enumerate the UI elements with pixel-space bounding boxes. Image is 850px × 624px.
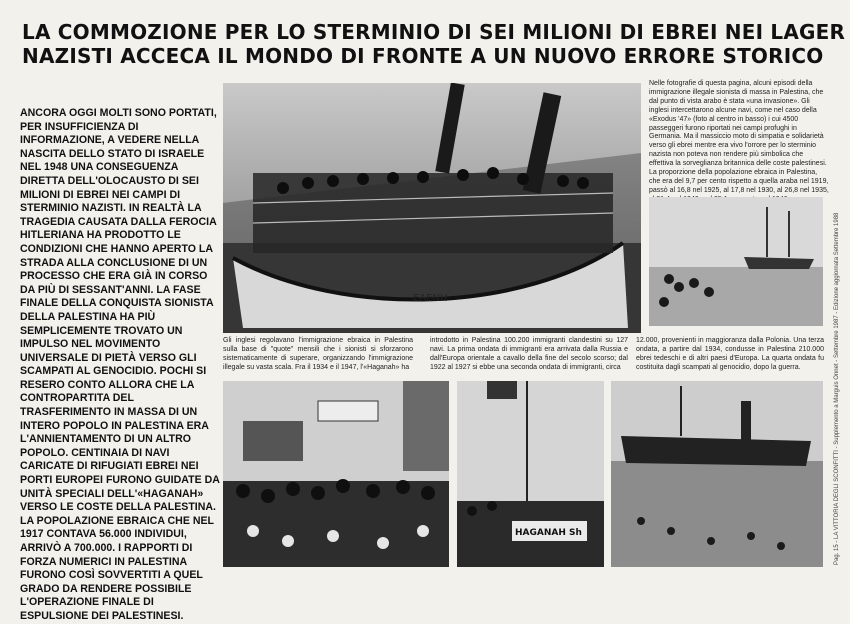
caption-mid-col2: introdotto in Palestina 100.200 immigranti clandestini su 127 navi. La prima ondata di immigranti era arrivata dalla Russia e dall'Europa orientale a cavallo della fine del secolo scorso; dal 1922 al 1927 si ebbe una seconda ondata di immigranti, circa bbox=[430, 337, 628, 371]
photo-ship-beach bbox=[649, 197, 823, 326]
ship-name-label: ΕΛΕΝΗ bbox=[413, 293, 448, 304]
photo-haganah-ship bbox=[457, 381, 604, 567]
photo-crowd-deck bbox=[223, 381, 449, 567]
photo-ship-swimmers bbox=[611, 381, 823, 567]
page-title bbox=[22, 20, 846, 68]
caption-top: Nelle fotografie di questa pagina, alcuni episodi della immigrazione illegale sionista di massa in Palestina, che dal punto di vista arabo è stata «una invasione». Gli inglesi intercettarono alcune navi, come nel caso della «Exodus '47» (foto al centro in basso) i cui 4500 passeggeri furono riportati nei campi profughi in Germania. Ma il massiccio moto di simpatia e solidarietà verso gli ebrei mentre era vivo l'orrore per lo sterminio nazista non poteva non rendere più simbolica che effettiva la sorveglianza britannica delle coste palestinesi. La proporzione della popolazione ebraica in Palestina, che era del 9,7 per cento rispetto a quella araba nel 1919, passò al 16,8 nel 1925, al 17,8 nel 1930, al 26,8 nel 1935, bbox=[649, 80, 829, 194]
title-line-2: NAZISTI ACCECA IL MONDO DI FRONTE A UN NUOVO ERRORE STORICO bbox=[22, 44, 824, 68]
title-line-1: LA COMMOZIONE PER LO STERMINIO DI SEI MILIONI DI EBREI NEI LAGER bbox=[22, 20, 846, 44]
lead-paragraph: ANCORA OGGI MOLTI SONO PORTATI, PER INSUFFICIENZA DI INFORMAZIONE, A VEDERE NELLA NASCITA DELLO STATO DI ISRAELE NEL 1948 UNA CONSEGUENZA DIRETTA DELL'OLOCAUSTO DI SEI MILIONI DI EBREI NEI CAMPI DI STERMINIO NAZISTI. IN REALTÀ LA TRAGEDIA CAUSATA DALLA FEROCIA HITLERIANA HA PRODOTTO LE CONDIZIONI CHE HANNO APERTO LA STRADA ALLA CONCLUSIONE DI UN PROCESSO CHE ERA GIÀ IN CORSO DA PIÙ DI SESSANT'ANNI. LA FASE FINALE DELLA CONQUISTA SIONISTA DELLA PALESTINA HA PIÙ SEMPLICEMENTE TROVATO UN IMPULSO NEL MOVIMENTO UNIVERSALE DI PIETÀ VERSO GLI SCAMPATI AL GENOCIDIO. POCHI SI RESERO CONTO ALLORA CHE LA CONTROPARTITA DEL TRASFERIMENTO IN MASSA DI UN INTERO POPOLO IN PALESTINA ERA L'ANNIENTAMENTO DI UN ALTRO POPOLO. CENTINAIA DI NAVI CARICATE DI RIFUGIATI EBREI NEI PORTI EUROPEI FURONO GUIDATE DA UNITÀ SPECIALI DELL'«HAGANAH» VERSO LE COSTE DELLA PALESTINA. LA POPOLAZIONE EBRAICA CHE NEL 1917 CONTAVA 56.000 INDIVIDUI, ARRIVÒ A 700.000. I RAPPORTI DI FORZA NUMERICI IN PALESTINA FURONO COSÌ SOVVERTITI A QUEL GRADO DA RENDERE POSSIBILE L'OPERAZIONE FINALE DI ESPULSIONE DEI PALESTINESI. bbox=[20, 107, 220, 622]
caption-mid-col3: 12.000, provenienti in maggioranza dalla Polonia. Una terza ondata, a partire dal 1934, condusse in Palestina 210.000 ebrei tedeschi e di altri paesi d'Europa. La quarta ondata fu costituita dagli scampati al genocidio, dopo la guerra. bbox=[636, 337, 824, 371]
caption-mid-col1: Gli inglesi regolavano l'immigrazione ebraica in Palestina sulla base di "quote" mensili che i sionisti si sforzarono sistematicamente di superare, organizzando l'immigrazione illegale su vasta scala. Fra il 1934 e il 1947, l'«Haganah» ha bbox=[223, 337, 413, 371]
photo-refugee-ship bbox=[223, 83, 641, 333]
vertical-credit: Pag. 15 - LA VITTORIA DEGLI SCONFITTI - Supplemento a Marguis Onnet - Settembre 1987 - Edizione aggiornata Settembre 1988 bbox=[834, 212, 840, 565]
banner-label: HAGANAH Sh bbox=[515, 528, 582, 538]
